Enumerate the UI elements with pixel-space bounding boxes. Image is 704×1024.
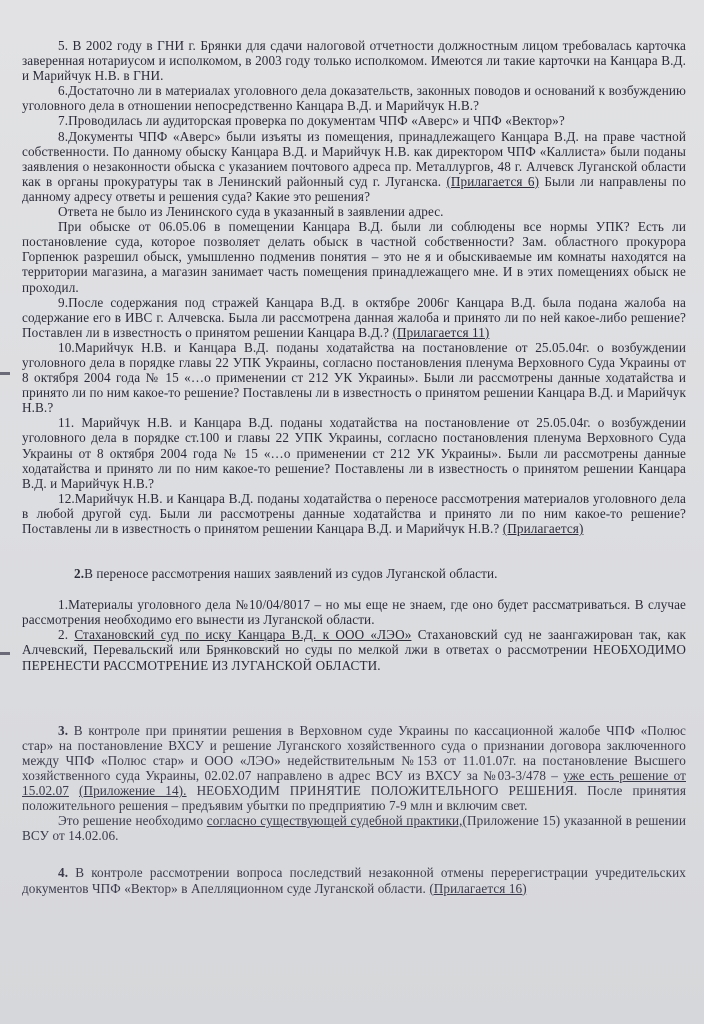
paragraph-10: 10.Марийчук Н.В. и Канцара В.Д. поданы ходатайства на постановление от 25.05.04г. о возбуждении уголовного дела в порядке главы 22 УПК Украины, согласно постановления пленума Верховного Суда Украины от 8 октября 2004 года № 15 «…о применении ст 212 УК Украины». Были ли рассмотрены данные ходатайства и принято ли по ним какое-то решение? Поставлены ли в известность о принятом решении Канцара В.Д. и Марийчук Н.В.? <box>22 339 686 416</box>
paragraph-6: 6.Достаточно ли в материалах уголовного дела доказательств, законных поводов и оснований к возбуждению уголовного дела в отношении непосредственно Канцара В.Д. и Марийчук Н.В.? <box>22 83 686 114</box>
paragraph-8-answer: Ответа не было из Ленинского суда в указанный в заявлении адрес. <box>58 204 444 220</box>
paragraph-8-question: Были ли направлены по данному адресу ответы и решения суда? Какие это решения? <box>22 173 686 204</box>
attachment-ref-14: (Приложение 14). <box>78 783 187 799</box>
section-2-item-2 <box>22 627 686 672</box>
attachment-ref-16: (Прилагается 16) <box>429 880 527 896</box>
decision-date-underlined: уже есть решение от 15.02.07 <box>22 767 686 799</box>
section-3-number: 3. <box>58 722 69 738</box>
attachment-ref-11: (Прилагается 11) <box>392 324 490 340</box>
paragraph-12 <box>22 491 686 536</box>
section-3-practice <box>22 813 686 843</box>
section-3-practice-pre: Это решение необходимо <box>58 813 204 829</box>
attachment-ref-6: (Прилагается 6) <box>446 173 540 189</box>
paragraph-5: 5. В 2002 году в ГНИ г. Брянки для сдачи налоговой отчетности должностным лицом требовалась карточка заверенная нотариусом и исполкомом, в 2003 году только исполкомом. Имеются ли такие карточки на Канцара В.Д. и Марийчук Н.В. в ГНИ. <box>22 38 686 84</box>
paragraph-9 <box>22 295 686 340</box>
paragraph-8 <box>22 129 686 204</box>
stakhanov-court-underlined: Стахановский суд по иску Канцара В.Д. к ООО «ЛЭО» <box>74 627 412 643</box>
paragraph-7: 7.Проводилась ли аудиторская проверка по документам ЧПФ «Аверс» и ЧПФ «Вектор»? <box>58 113 565 129</box>
court-practice-underlined: согласно существующей судебной практики, <box>206 813 463 829</box>
document-body <box>22 38 686 896</box>
section-2-item-1: 1.Материалы уголовного дела №10/04/8017 – но мы еще не знаем, где оно будет рассматриваться. В случае рассмотрения необходимо его вынести из Луганской области. <box>22 597 686 628</box>
attachment-ref-12: (Прилагается) <box>502 521 584 536</box>
section-4 <box>22 865 686 895</box>
paragraph-12-text: 12.Марийчук Н.В. и Канцара В.Д. поданы ходатайства о переносе рассмотрения материалов уголовного дела в любой другой суд. Были ли рассмотрены данные ходатайства и принято ли по ним какое-то решение? Поставлены ли в известность о принятом решении Канцара В.Д. и Марийчук Н.В.? <box>22 490 686 536</box>
section-4-number: 4. <box>58 865 69 881</box>
section-2-item-2-number: 2. <box>58 627 69 643</box>
paragraph-8-text: 8.Документы ЧПФ «Аверс» были изъяты из помещения, принадлежащего Канцара В.Д. на праве частной собственности. По данному обыску Канцара В.Д. и Марийчук Н.В. как директором ЧПФ «Каллиста» были поданы заявления о незаконности обыска с указанием почтового адреса пр. Металлургов, 48 г. Алчевск Луганской области как в органы прокуратуры так в Ленинский районный суд г. Луганска. <box>22 128 686 189</box>
paragraph-11: 11. Марийчук Н.В. и Канцара В.Д. поданы ходатайства на постановление от 25.05.04г. о возбуждении уголовного дела в порядке ст.100 и главы 22 УПК Украины, согласно постановления пленума Верховного Суда Украины от 8 октября 2004 года № 15 «…о применении ст 212 УК Украины». Были ли рассмотрены данные ходатайства и принято ли по ним какое-то решение? Поставлены ли в известность о принятом решении Канцара В.Д. и Марийчук Н.В.? <box>22 415 686 491</box>
binder-hole-mark <box>0 652 10 655</box>
section-2-title: В переносе рассмотрения наших заявлений из судов Луганской области. <box>84 566 498 582</box>
spacer <box>22 536 686 566</box>
section-4-text: В контроле рассмотрении вопроса последствий незаконной отмены перерегистрации учредительских документов ЧПФ «Вектор» в Апелляционном суде Луганской области. <box>22 865 686 896</box>
section-3-text: В контроле при принятии решения в Верховном суде Украины по кассационной жалобе ЧПФ «Полюс стар» на постановление ВХСУ и решение Луганского хозяйственного суда о признании договора заключенного между ЧПФ «Полюс стар» и ООО «ЛЭО» недействительным №153 от 11.01.07г. на постановление Высшего хозяйственного суда Украины, 02.02.07 направлено в адрес ВСУ из ВХСУ за №03-3/478 – <box>22 722 686 783</box>
paragraph-8-search: При обыске от 06.05.06 в помещении Канцара В.Д. были ли соблюдены все нормы УПК? Есть ли постановление суда, которое позволяет делать обыск в частной собственности? Зам. областного прокурора Горпенюк разрешил обыск, умышленно подменив понятия – это не я и обыскиваемые им комнаты находятся на территории магазина, а магазин занимает часть помещения принадлежащего мне. И в этих помещениях обыск не проходил. <box>22 219 686 295</box>
section-3-practice-post: (Приложение 15) указанной в решении ВСУ от 14.02.06. <box>22 813 686 844</box>
spacer <box>22 843 686 865</box>
section-2-number: 2. <box>74 566 85 582</box>
section-2-item-2-text: Стахановский суд не заангажирован так, как Алчевский, Перевальский или Брянковский но суды по мелкой лжи в ответах о рассмотрении НЕОБХОДИМО ПЕРЕНЕСТИ РАССМОТРЕНИЕ ИЗ ЛУГАНСКОЙ ОБЛАСТИ. <box>22 627 686 673</box>
paragraph-9-text: 9.После содержания под стражей Канцара В.Д. в октябре 2006г Канцара В.Д. была подана жалоба на содержание его в ИВС г. Алчевска. Была ли рассмотрена данная жалоба и принято ли по ней какое-либо решение? Поставлен ли в известность о принятом решении Канцара В.Д.? <box>22 294 686 340</box>
section-3-demand: НЕОБХОДИМ ПРИНЯТИЕ ПОЛОЖИТЕЛЬНОГО РЕШЕНИЯ. После принятия положительного решения – предъявим убытки по предприятию 7-9 млн и включим свет. <box>22 783 686 814</box>
binder-hole-mark <box>0 372 10 375</box>
section-3 <box>22 723 686 814</box>
spacer <box>22 581 686 597</box>
section-2-heading <box>22 566 686 581</box>
spacer <box>22 673 686 723</box>
